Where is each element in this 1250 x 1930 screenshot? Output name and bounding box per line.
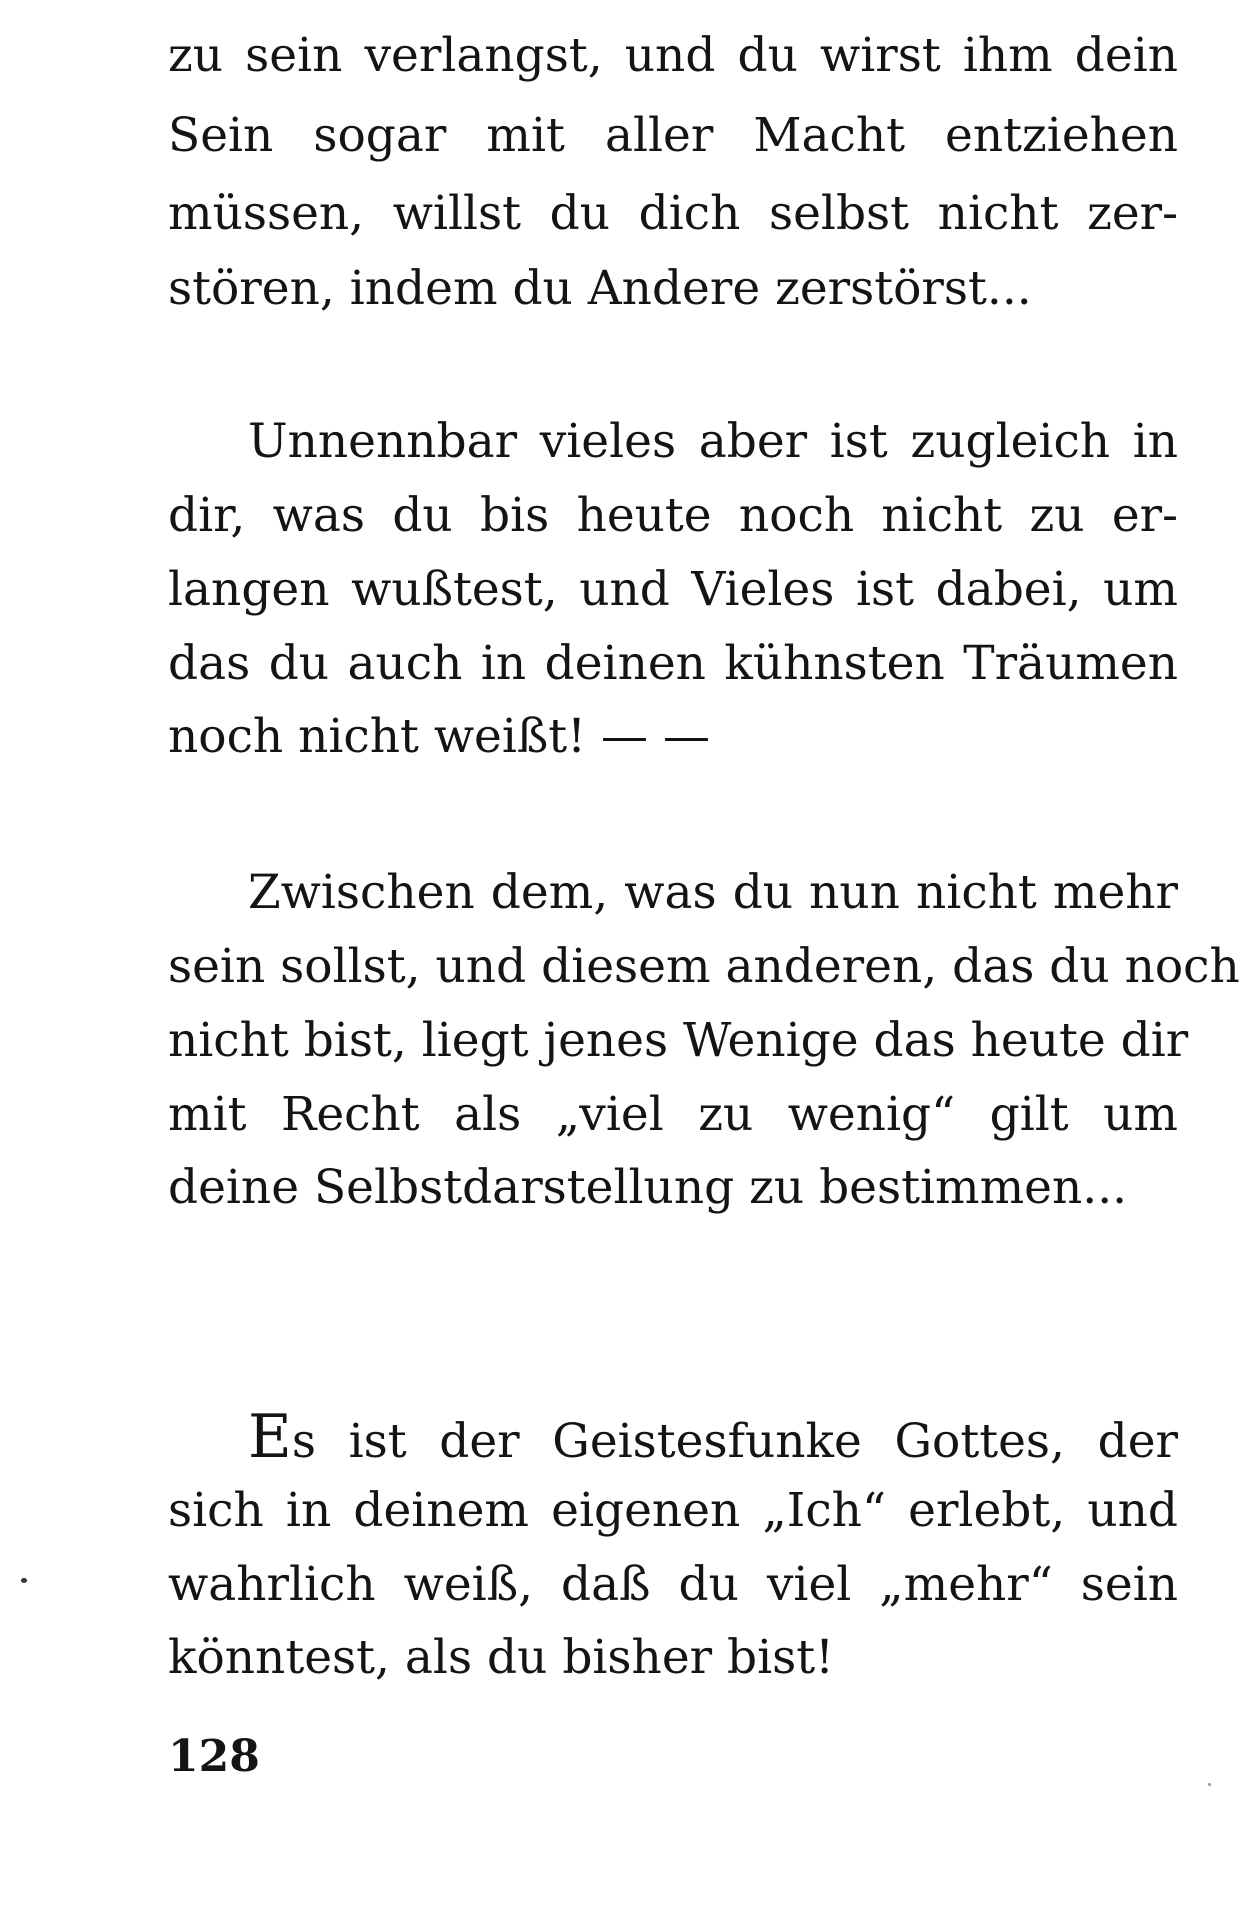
text-line: mit Recht als „viel zu wenig“ gilt um: [168, 1087, 1178, 1142]
text-line: könntest, als du bisher bist!: [168, 1630, 835, 1685]
text-line: das du auch in deinen kühnsten Träumen: [168, 636, 1178, 691]
text-line: langen wußtest, und Vieles ist dabei, um: [168, 562, 1178, 617]
text-line: stören, indem du Andere zerstörst...: [168, 261, 1032, 316]
initial-letter: E: [248, 1402, 292, 1472]
text-line: Unnennbar vieles aber ist zugleich in: [248, 414, 1178, 469]
text-line: zu sein verlangst, und du wirst ihm dein: [168, 28, 1178, 83]
text-line: dir, was du bis heute noch nicht zu er-: [168, 488, 1178, 543]
text-line: wahrlich weiß, daß du viel „mehr“ sein: [168, 1557, 1178, 1612]
text-line: noch nicht weißt! — —: [168, 709, 710, 764]
scan-speck: [21, 1578, 27, 1583]
text-line: nicht bist, liegt jenes Wenige das heute dir: [168, 1013, 1189, 1068]
text-line-with-initial: [248, 1402, 1178, 1472]
text-line: sein sollst, und diesem anderen, das du noch: [168, 939, 1240, 994]
text-line: deine Selbstdarstellung zu bestimmen...: [168, 1160, 1128, 1215]
scan-speck: [1208, 1783, 1211, 1786]
text-line: sich in deinem eigenen „Ich“ erlebt, und: [168, 1483, 1178, 1538]
text-line-rest: s ist der Geistesfunke Gottes, der: [291, 1414, 1178, 1469]
text-line: Sein sogar mit aller Macht entziehen: [168, 108, 1178, 163]
page-number: 128: [168, 1731, 260, 1782]
text-line: müssen, willst du dich selbst nicht zer-: [168, 186, 1178, 241]
text-line: Zwischen dem, was du nun nicht mehr: [248, 865, 1178, 920]
